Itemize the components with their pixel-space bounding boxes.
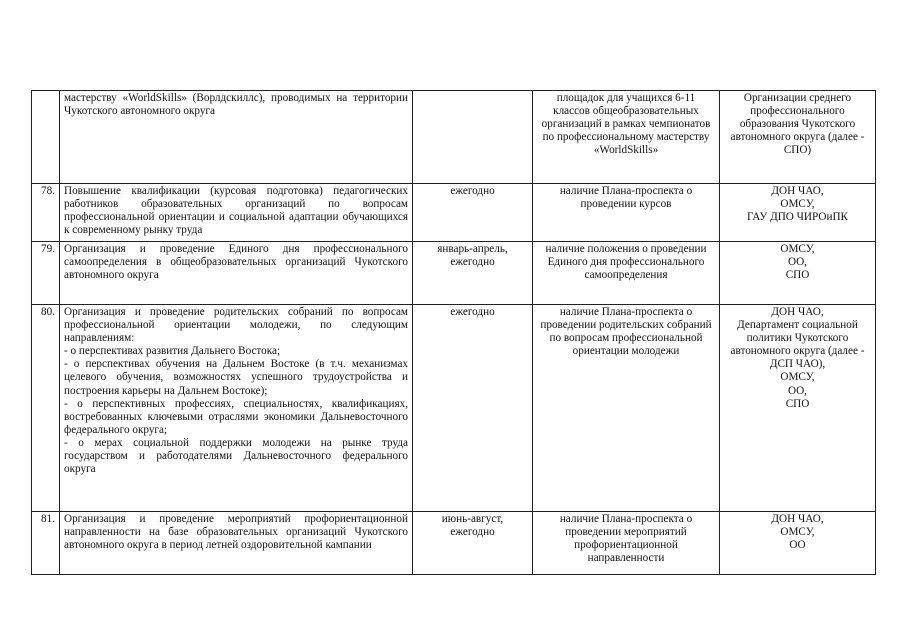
result-line: наличие Плана-проспекта о проведении родительских собраний по вопросам профессиональной ориентации молодежи bbox=[540, 306, 712, 358]
description-line: - о перспективах развития Дальнего Востока; bbox=[64, 345, 281, 358]
executor-line: ДОН ЧАО, bbox=[771, 513, 824, 525]
event-description bbox=[60, 242, 413, 305]
period-line: ежегодно bbox=[450, 256, 495, 269]
period-line: ежегодно bbox=[450, 306, 495, 318]
executor-line: ОМСУ, bbox=[780, 243, 815, 255]
event-period bbox=[413, 305, 533, 512]
description-line: - о перспективных профессиях, специальностях, квалификациях, востребованных ключевыми отраслями экономики Дальневосточного федерального округа; bbox=[64, 397, 408, 436]
description-line: Организация и проведение Единого дня профессионального самоопределения в общеобразовательных организаций Чукотского автономного округа bbox=[64, 243, 408, 282]
event-executors bbox=[720, 305, 876, 512]
description-line: Повышение квалификации (курсовая подготовка) педагогических работников образовательных организаций по вопросам профессиональной ориентации и социальной адаптации обучающихся к современному рынку труда bbox=[64, 185, 408, 237]
executor-line: Департамент социальной политики Чукотского автономного округа (далее - ДСП ЧАО), bbox=[730, 319, 865, 371]
executor-line: ОМСУ, bbox=[780, 526, 815, 539]
event-executors bbox=[720, 184, 876, 242]
description-line: - о мерах социальной поддержки молодежи на рынке труда государством и работодателями Дальневосточного федерального округа bbox=[64, 436, 408, 476]
description-line: мастерству «WorldSkills» (Ворлдскиллс), проводимых на территории Чукотского автономного округа bbox=[64, 92, 408, 118]
event-description bbox=[60, 512, 413, 575]
row-number: 78. bbox=[32, 184, 60, 242]
executor-line: ОО, bbox=[788, 256, 807, 269]
event-result bbox=[533, 184, 720, 242]
executor-line: ОО, bbox=[788, 384, 807, 397]
row-number: 79. bbox=[32, 242, 60, 305]
table-row bbox=[32, 242, 876, 305]
event-result bbox=[533, 242, 720, 305]
executor-line: ОО bbox=[789, 539, 806, 552]
description-line: - о перспективах обучения на Дальнем Востоке (в т.ч. механизмах целевого обучения, возможностях успешного трудоустройства и построения карьеры на Дальнем Востоке); bbox=[64, 358, 408, 397]
event-executors bbox=[720, 512, 876, 575]
row-number bbox=[32, 91, 60, 184]
event-description bbox=[60, 184, 413, 242]
table-row bbox=[32, 184, 876, 242]
executor-line: СПО bbox=[785, 397, 810, 410]
result-line: наличие положения о проведении Единого дня профессионального самоопределения bbox=[545, 243, 707, 282]
description-line: Организация и проведение мероприятий профориентационной направленности на базе образовательных организаций Чукотского автономного округа в период летней оздоровительной кампании bbox=[64, 513, 408, 552]
executor-line: ОМСУ, bbox=[780, 198, 815, 211]
table-row bbox=[32, 91, 876, 184]
event-result bbox=[533, 512, 720, 575]
event-period bbox=[413, 242, 533, 305]
event-result bbox=[533, 91, 720, 184]
event-period bbox=[413, 91, 533, 184]
event-description bbox=[60, 91, 413, 184]
period-line: ежегодно bbox=[450, 526, 495, 539]
executor-line: ГАУ ДПО ЧИРОиПК bbox=[747, 211, 848, 224]
table-row bbox=[32, 512, 876, 575]
result-line: площадок для учащихся 6-11 классов общеобразовательных организаций в рамках чемпионатов по профессиональному мастерству «WorldSkills» bbox=[541, 92, 711, 157]
result-line: наличие Плана-проспекта о проведении курсов bbox=[559, 185, 693, 211]
event-period bbox=[413, 512, 533, 575]
result-line: наличие Плана-проспекта о проведении мероприятий профориентационной направленности bbox=[559, 513, 693, 565]
row-number: 80. bbox=[32, 305, 60, 512]
row-number: 81. bbox=[32, 512, 60, 575]
description-line: Организация и проведение родительских собраний по вопросам профессиональной ориентации молодежи, по следующим направлениям: bbox=[64, 306, 408, 345]
period-line: январь-апрель, bbox=[437, 243, 508, 255]
table-row bbox=[32, 305, 876, 512]
executor-line: ОМСУ, bbox=[780, 371, 815, 384]
executor-line: ДОН ЧАО, bbox=[771, 306, 824, 318]
event-description bbox=[60, 305, 413, 512]
period-line: июнь-август, bbox=[441, 513, 504, 525]
executor-line: СПО bbox=[785, 269, 810, 282]
event-executors bbox=[720, 91, 876, 184]
event-result bbox=[533, 305, 720, 512]
activities-table bbox=[31, 90, 876, 575]
event-period bbox=[413, 184, 533, 242]
period-line: ежегодно bbox=[450, 185, 495, 197]
event-executors bbox=[720, 242, 876, 305]
executor-line: Организации среднего профессионального образования Чукотского автономного округа (далее - СПО) bbox=[730, 92, 865, 157]
executor-line: ДОН ЧАО, bbox=[771, 185, 824, 197]
